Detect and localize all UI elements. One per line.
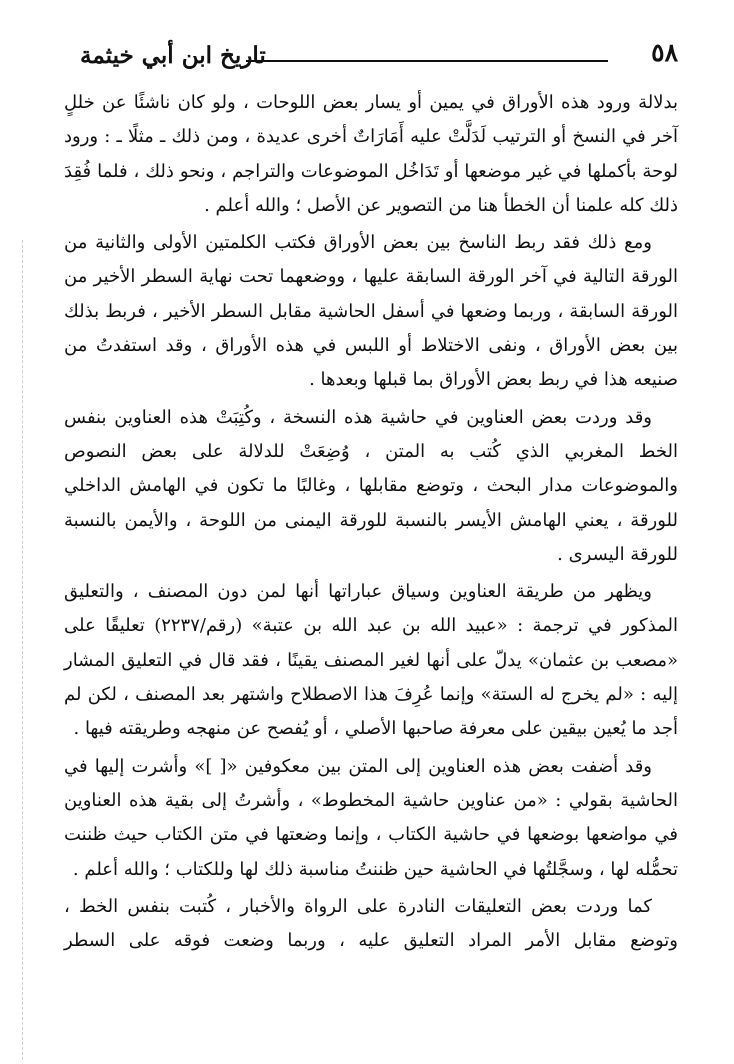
- page-edge-shadow: [22, 240, 24, 1060]
- paragraph-6: كما وردت بعض التعليقات النادرة على الرواة والأخبار ، كُتبت بنفس الخط ، وتوضع مقابل الأمر المراد التعليق عليه ، وربما وضعت فوقه على السطر: [64, 895, 678, 952]
- body-text: [64, 86, 678, 961]
- paragraph-3: وقد وردت بعض العناوين في حاشية هذه النسخة ، وكُتِبَتْ هذه العناوين بنفس الخط المغربي الذي كُتب به المتن ، وُضِعَتْ للدلالة على بعض النصوص والموضوعات مدار البحث ، وتوضع مقابلها ، وغالبًا ما تكون في الهامش الداخلي للورقة ، يعني الهامش الأيسر بالنسبة للورقة اليمنى من اللوحة ، والأيمن بالنسبة للورقة اليسرى .: [64, 406, 678, 565]
- header-rule: [246, 60, 608, 62]
- page-header: [58, 34, 678, 74]
- running-title: تاريخ ابن أبي خيثمة: [80, 42, 266, 69]
- paragraph-1: بدلالة ورود هذه الأوراق في يمين أو يسار بعض اللوحات ، ولو كان ناشئًا عن خللٍ آخر في النسخ أو الترتيب لَدَلَّتْ عليه أَمَارَاتٌ أخرى عديدة ، ومن ذلك ـ مثلًا ـ : ورود لوحة بأكملها في غير موضعها أو تَدَاخُل الموضوعات والتراجم ، ونحو ذلك ، فلما فُقِدَ ذلك كله علمنا أن الخطأ هنا من التصوير عن الأصل ؛ والله أعلم .: [64, 92, 678, 216]
- paragraph-5: وقد أضفت بعض هذه العناوين إلى المتن بين معكوفين «[ ]» وأشرت إليها في الحاشية بقولي : «من عناوين حاشية المخطوط» ، وأشرتُ إلى بقية هذه العناوين في مواضعها بوضعها في حاشية الكتاب ، وإنما وضعتها في متن الكتاب حيث ظننت تحمُّله لها ، وسجَّلتُها في الحاشية حين ظننتُ مناسبة ذلك لها وللكتاب ؛ والله أعلم .: [64, 755, 678, 880]
- paragraph-4: ويظهر من طريقة العناوين وسياق عباراتها أنها لمن دون المصنف ، والتعليق المذكور في ترجمة : «عبيد الله بن عبد الله بن عتبة» (رقم/٢٢٣٧) تعليقًا على «مصعب بن عثمان» يدلّ على أنها لغير المصنف يقينًا ، فقد قال في التعليق المشار إليه : «لم يخرج له الستة» وإنما عُرِفَ هذا الاصطلاح واشتهر بعد المصنف ، لكن لم أجد ما يُعين بيقين على معرفة صاحبها الأصلي ، أو يُفصح عن منهجه وطريقته فيها .: [64, 581, 678, 740]
- paragraph-2: ومع ذلك فقد ربط الناسخ بين بعض الأوراق فكتب الكلمتين الأولى والثانية من الورقة التالية في آخر الورقة السابقة عليها ، ووضعهما تحت نهاية السطر الأخير من الورقة السابقة ، وربما وضعها في أسفل الحاشية مقابل السطر الأخير ، فربط بذلك بين بعض الأوراق ، ونفى الاختلاط أو اللبس في هذه الأوراق ، وقد استفدتُ من صنيعه هذا في ربط بعض الأوراق بما قبلها وبعدها .: [64, 232, 678, 391]
- page-number: ٥٨: [651, 38, 678, 67]
